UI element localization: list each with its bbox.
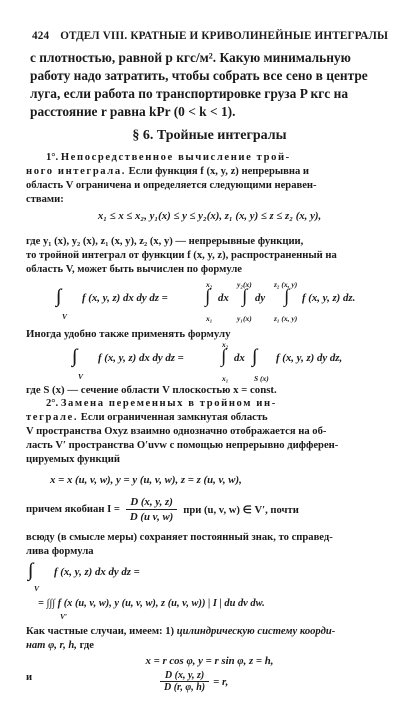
cylindrical-jacobian: [160, 670, 228, 693]
para6-emphasis: нат φ, r, h,: [26, 640, 77, 651]
para6-text: где: [79, 640, 94, 651]
formula1-dy: dy: [255, 292, 266, 304]
limit-v: V: [34, 584, 40, 593]
formula2-dx: dx: [234, 352, 245, 364]
para-line: где y₁ (x), y₂ (x), z₁ (x, y), z₂ (x, y) — непрерывные функции,: [26, 236, 304, 247]
item2-text: Если ограниченная замкнутая область: [80, 412, 268, 423]
integral-sign: ∫: [205, 286, 211, 307]
section-title: § 6. Тройные интегралы: [132, 128, 287, 143]
formula1-rhs: f (x, y, z) dz.: [302, 292, 356, 304]
page-number: 424: [32, 30, 50, 42]
item2-line: V пространства Oxyz взаимно однозначно отображается на об-: [26, 426, 327, 437]
item1-heading-cont: ного интеграла.: [26, 166, 126, 177]
cyl-jacobian-fraction: [160, 670, 209, 693]
formula1-lhs: f (x, y, z) dx dy dz =: [82, 292, 168, 304]
jacobian-pre: причем якобиан I =: [26, 504, 120, 515]
item1-line: ствами:: [26, 194, 64, 205]
cyl-jacobian-denominator: D (r, φ, h): [164, 682, 206, 693]
limit-x1: x₁: [222, 374, 229, 383]
page-header: [32, 30, 388, 42]
limit-y2: y₂(x): [237, 280, 252, 289]
limit-v-prime: V′: [60, 612, 68, 621]
jacobian-post: при (u, v, w) ∈ V′, почти: [183, 504, 299, 516]
para6-emphasis: цилиндрическую систему коорди-: [176, 626, 336, 637]
jacobian-line: [26, 496, 299, 523]
intro-line: расстояние r равна kPr (0 < k < 1).: [30, 104, 236, 119]
integral-sign: ∫: [284, 286, 290, 307]
item2-heading-cont: теграле.: [26, 412, 79, 423]
formula1-dx: dx: [218, 292, 229, 304]
item2-line: ласть V′ пространства O′uvw с помощью непрерывно дифферен-: [26, 440, 339, 451]
item1-heading: Непосредственное вычисление трой-: [60, 152, 291, 163]
limit-y1: y₁(x): [237, 314, 252, 323]
item1-text: Если функция f (x, y, z) непрерывна и: [128, 166, 310, 177]
jacobian-fraction: [126, 496, 177, 523]
para-line: то тройной интеграл от функции f (x, y, z), распространенный на: [26, 250, 337, 261]
limit-x2: x₂: [222, 340, 229, 349]
item2-line: [26, 412, 268, 423]
and-word: и: [26, 672, 33, 683]
integral-sign: ∫: [242, 286, 248, 307]
formula3-lhs: f (x, y, z) dx dy dz =: [54, 566, 140, 578]
item1-line: область V ограничена и определяется следующими неравен-: [26, 180, 317, 191]
limit-z1: z₁ (x, y): [274, 314, 298, 323]
item2-heading: Замена переменных в тройном ин-: [60, 398, 277, 409]
para6-text: Как частные случаи, имеем: 1): [26, 626, 175, 637]
intro-line: луга, если работа по транспортировке груза P кгс на: [30, 86, 349, 101]
cylindrical-formula: x = r cos φ, y = r sin φ, z = h,: [145, 655, 274, 667]
jacobian-numerator: D (x, y, z): [126, 496, 177, 510]
running-title: ОТДЕЛ VIII. КРАТНЫЕ И КРИВОЛИНЕЙНЫЕ ИНТЕГРАЛЫ: [60, 30, 389, 42]
formula2-lhs: f (x, y, z) dx dy dz =: [98, 352, 184, 364]
substitution-formula: x = x (u, v, w), y = y (u, v, w), z = z (u, v, w),: [50, 474, 242, 486]
cyl-jacobian-numerator: D (x, y, z): [160, 670, 209, 682]
limit-v: V: [78, 372, 84, 381]
intro-line: с плотностью, равной p кгс/м². Какую минимальную: [30, 50, 351, 65]
limit-s-x: S (x): [254, 374, 269, 383]
item1-number: 1°.: [46, 152, 59, 163]
limit-z2: z₂ (x, y): [274, 280, 298, 289]
formula-change-of-variables: [28, 560, 388, 596]
limit-x1: x₁: [206, 314, 213, 323]
para-line: область V, может быть вычислен по формуле: [26, 264, 243, 275]
item2-line: цируемых функций: [26, 454, 120, 465]
para6-line: [26, 626, 335, 637]
item2-heading-line: [46, 398, 277, 409]
para-line: всюду (в смысле меры) сохраняет постоянный знак, то справед-: [26, 532, 333, 543]
para-line: Иногда удобно также применять формулу: [26, 328, 231, 340]
limit-v: V: [62, 312, 68, 321]
jacobian-denominator: D (u v, w): [129, 511, 174, 523]
intro-line: работу надо затратить, чтобы собрать все сено в центре: [30, 68, 368, 83]
item1-heading-line: [46, 152, 291, 163]
item1-line: [26, 166, 309, 177]
cyl-jacobian-result: = r,: [213, 675, 229, 688]
item2-number: 2°.: [46, 398, 59, 409]
limit-x2: x₂: [206, 280, 213, 289]
integral-sign: ∫: [221, 346, 227, 367]
formula2-rhs: f (x, y, z) dy dz,: [276, 352, 343, 364]
formula3-rhs: = ∫∫∫ f (x (u, v, w), y (u, v, w), z (u, v, w)) | I | du dv dw.: [38, 598, 265, 609]
para-line: лива формула: [26, 546, 94, 557]
formula-triple-iterated: [56, 280, 376, 324]
para6-line: [26, 640, 94, 651]
para-line: где S (x) — сечение области V плоскостью x = const.: [26, 384, 277, 396]
inequalities-formula: x₁ ≤ x ≤ x₂, y₁(x) ≤ y ≤ y₂(x), z₁ (x, y) ≤ z ≤ z₂ (x, y),: [97, 210, 322, 222]
formula-section-integral: [72, 340, 372, 384]
